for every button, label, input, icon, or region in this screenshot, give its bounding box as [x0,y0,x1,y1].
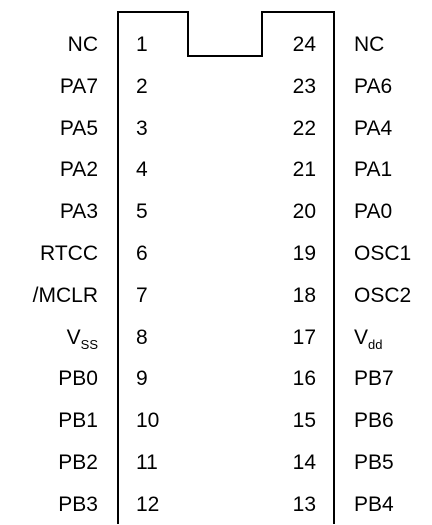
left-pin-label: PA3 [59,200,98,224]
right-pin-label: PA0 [354,200,393,224]
right-pin-label: PA1 [354,158,393,182]
right-pin-number: 13 [292,492,316,516]
left-pin-number: 4 [136,158,148,182]
right-pin-label: PA6 [354,74,393,98]
right-pin-number: 24 [292,33,316,56]
pin-row [0,234,432,274]
pin-row [0,318,432,358]
left-pin-number: 12 [136,492,160,516]
pin-row [0,192,432,232]
pin-row [0,276,432,316]
pin-row [0,25,432,65]
left-pin-label: PB3 [58,492,98,516]
pin-row [0,485,432,525]
left-pin-number: 9 [136,367,148,391]
left-pin-label: PB2 [58,451,98,474]
right-pin-label: OSC1 [354,242,412,265]
right-pin-label: PB5 [354,451,394,474]
right-pin-number: 19 [292,242,316,265]
right-pin-number: 15 [292,409,316,433]
pin-row [0,401,432,441]
right-pin-number: 16 [292,367,316,391]
left-pin-label: PB0 [58,367,98,391]
left-pin-number: 2 [136,74,148,98]
left-pin-number: 5 [136,200,148,224]
right-pin-label: PB6 [354,409,394,433]
right-pin-label-subscript: dd [368,336,383,352]
pin-row [0,443,432,483]
left-pin-number: 6 [136,242,148,265]
right-pin-label: $V_{dd}$ [354,325,383,352]
left-pin-label: PA5 [59,116,98,140]
right-pin-number: 17 [292,325,316,349]
left-pin-number: 7 [136,283,148,307]
right-pin-number: 22 [292,116,316,140]
left-pin-label: PB1 [58,409,98,433]
pin-row [0,109,432,149]
right-pin-label: PB4 [354,492,394,516]
right-pin-number: 20 [292,200,316,224]
left-pin-number: 8 [136,325,148,349]
left-pin-number: 11 [136,451,158,474]
pin-row [0,67,432,107]
right-pin-label: OSC2 [354,283,412,307]
left-pin-label: $V_{SS}$ [66,325,98,352]
pin-row [0,150,432,190]
left-pin-number: 3 [136,116,148,140]
left-pin-label: PA2 [59,158,98,182]
right-pin-number: 14 [292,451,316,474]
right-pin-label: NC [354,33,385,56]
left-pin-label: NC [67,33,98,56]
right-pin-number: 21 [292,158,316,182]
pin-row [0,359,432,399]
left-pin-number: 10 [136,409,160,433]
right-pin-label: PB7 [354,367,394,391]
left-pin-number: 1 [136,33,148,56]
left-pin-label: RTCC [40,242,98,265]
right-pin-number: 18 [292,283,316,307]
right-pin-label: PA4 [354,116,393,140]
left-pin-label-subscript: SS [80,336,98,352]
right-pin-number: 23 [292,74,316,98]
left-pin-label: /MCLR [32,283,98,307]
left-pin-label: PA7 [59,74,98,98]
